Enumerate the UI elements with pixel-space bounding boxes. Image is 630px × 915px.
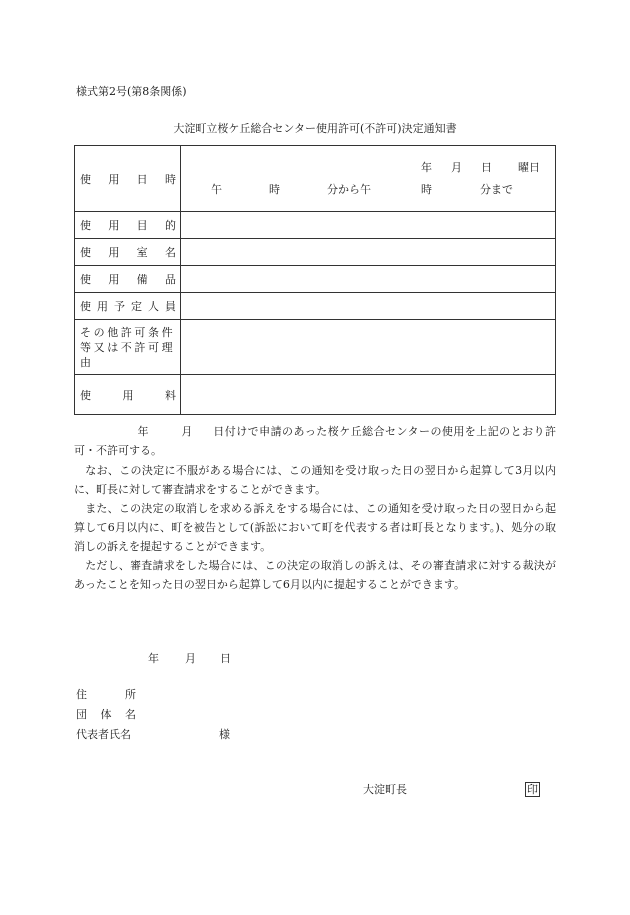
room-name-value	[181, 239, 555, 265]
start-hour-marker: 時	[269, 183, 280, 196]
row-label	[75, 239, 181, 265]
fee-row	[74, 375, 556, 415]
issue-year: 年	[148, 652, 159, 665]
document-title: 大淀町立桜ケ丘総合センター使用許可(不許可)決定通知書	[173, 122, 457, 135]
usage-datetime-label: 使 用 日 時	[80, 172, 176, 186]
end-minute-marker: 分まで	[480, 183, 513, 196]
start-minute-marker: 分から午	[327, 183, 371, 196]
form-number-label: 様式第2号(第8条関係)	[76, 85, 187, 98]
usage-datetime-row	[74, 145, 556, 212]
row-label	[75, 293, 181, 319]
appeal-text: なお、この決定に不服がある場合には、この通知を受け取った日の翌日から起算して3月以内に、町長に対して審査請求をすることができます。	[74, 464, 556, 496]
usage-purpose-label: 使 用 目 的	[80, 219, 176, 232]
row-label	[75, 266, 181, 292]
row-label	[75, 320, 181, 374]
month-marker: 月	[451, 161, 462, 174]
room-name-row	[74, 239, 556, 266]
start-ampm-marker: 午	[211, 183, 222, 196]
weekday-marker: 曜日	[518, 161, 540, 174]
intro-month: 月	[180, 425, 193, 438]
intro-paragraph	[74, 422, 556, 460]
equipment-value	[181, 266, 555, 292]
fee-value	[181, 375, 555, 414]
end-hour-marker: 時	[421, 183, 432, 196]
usage-table	[74, 145, 556, 415]
room-name-label: 使 用 室 名	[80, 246, 176, 259]
usage-purpose-row	[74, 212, 556, 239]
conditions-value	[181, 320, 555, 374]
honorific: 様	[219, 728, 230, 741]
year-marker: 年	[421, 161, 432, 174]
proviso-paragraph	[74, 556, 556, 594]
conditions-label: その他許可条件等又は不許可理由	[80, 325, 176, 369]
intro-year: 年	[137, 425, 149, 438]
lawsuit-text: また、この決定の取消しを求める訴えをする場合には、この通知を受け取った日の翌日から起算して6月以内に、町を被告として(訴訟において町を代表する者は町長となります。)、処分の取消しの訴えを提起することができます。	[74, 502, 556, 553]
attendees-label: 使 用 予 定 人 員	[80, 300, 176, 313]
equipment-row	[74, 266, 556, 293]
usage-purpose-value	[181, 212, 555, 238]
lawsuit-paragraph	[74, 499, 556, 556]
appeal-paragraph	[74, 461, 556, 499]
day-marker: 日	[481, 161, 492, 174]
row-label	[75, 375, 181, 414]
address-label: 住 所	[76, 688, 136, 701]
issue-month: 月	[185, 652, 196, 665]
equipment-label: 使 用 備 品	[80, 273, 176, 286]
issue-day: 日	[220, 652, 231, 665]
attendees-row	[74, 293, 556, 320]
proviso-text: ただし、審査請求をした場合には、この決定の取消しの訴えは、その審査請求に対する裁決があったことを知った日の翌日から起算して6月以内に提起することができます。	[74, 559, 556, 591]
fee-label: 使 用 料	[80, 388, 176, 402]
seal-mark: 印	[527, 783, 538, 796]
issuer-name: 大淀町長	[363, 783, 407, 796]
representative-label: 代表者氏名	[76, 728, 131, 741]
organization-label: 団 体 名	[76, 708, 136, 721]
conditions-row	[74, 320, 556, 375]
attendees-value	[181, 293, 555, 319]
row-label	[75, 146, 181, 211]
row-label	[75, 212, 181, 238]
usage-datetime-value	[181, 146, 555, 211]
intro-text: 日付けで申請のあった桜ケ丘総合センターの使用を上記のとおり許可・不許可する。	[74, 425, 557, 457]
